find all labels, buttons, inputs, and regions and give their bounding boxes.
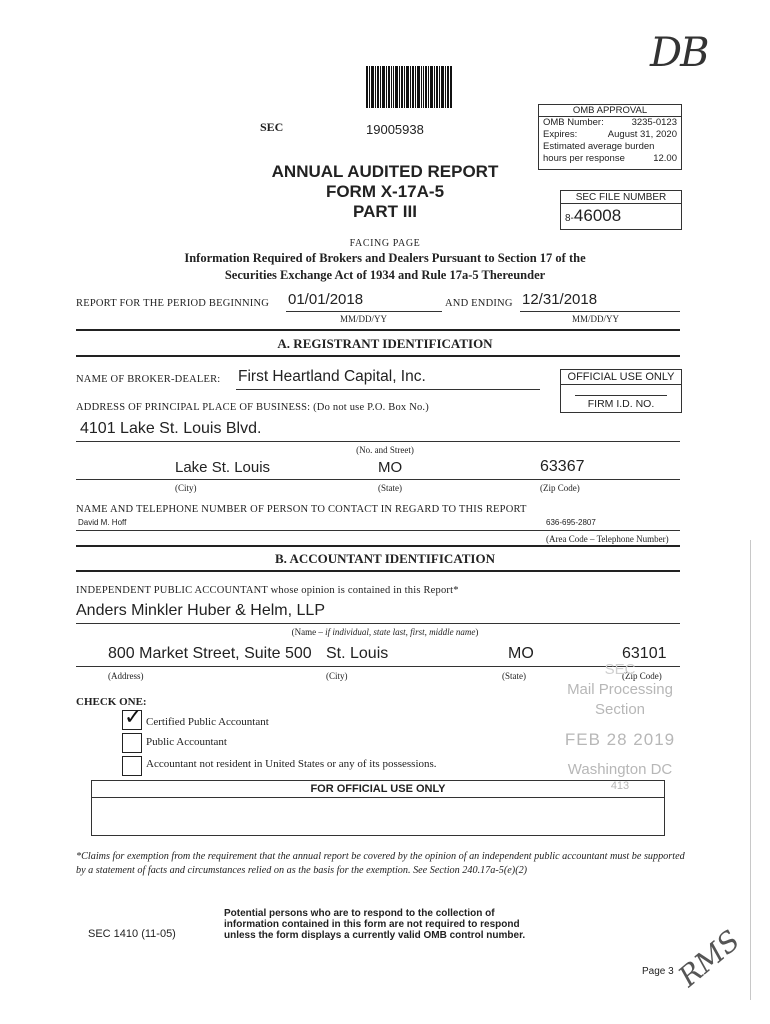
received-stamp <box>540 660 700 792</box>
stamp-code: 413 <box>610 780 630 792</box>
facing-page-line2: Securities Exchange Act of 1934 and Rule 17a-5 Thereunder <box>224 268 546 282</box>
name-caption-hint: if individual, state last, first, middle name <box>325 627 476 637</box>
check-one-label: CHECK ONE: <box>76 696 147 708</box>
broker-name-value[interactable]: First Heartland Capital, Inc. <box>238 368 426 385</box>
period-begin-value[interactable]: 01/01/2018 <box>288 291 364 308</box>
facing-page-description <box>100 250 670 284</box>
form-code: SEC 1410 (11-05) <box>88 928 176 940</box>
stamp-city: Washington DC <box>567 761 673 778</box>
omb-burden-value: 12.00 <box>653 153 677 164</box>
certified-public-accountant-checkbox[interactable] <box>122 705 143 730</box>
contact-name-value[interactable]: David M. Hoff <box>78 518 127 527</box>
facing-page-label: FACING PAGE <box>349 238 421 249</box>
accountant-name-underline <box>76 623 680 624</box>
accountant-name-caption <box>0 627 770 637</box>
report-title-line2: FORM X-17A-5 <box>325 182 445 201</box>
barcode-image <box>366 66 452 108</box>
period-end-value[interactable]: 12/31/2018 <box>522 291 598 308</box>
stamp-date: FEB 28 2019 <box>564 730 676 749</box>
omb-number-row <box>539 117 681 129</box>
contact-phone-value[interactable]: 636-695-2807 <box>546 518 596 527</box>
facing-page-line1: Information Required of Brokers and Dealers Pursuant to Section 17 of the <box>184 251 586 265</box>
official-use-box <box>560 369 682 413</box>
registrant-state-caption: (State) <box>378 483 402 493</box>
accountant-state-value[interactable]: MO <box>508 645 534 662</box>
stamp-sec: SEC <box>604 661 636 678</box>
broker-name-underline <box>236 389 540 390</box>
registrant-city-line-underline <box>76 479 680 480</box>
public-accountant-checkbox[interactable] <box>122 733 142 753</box>
omb-approval-box <box>538 104 682 170</box>
registrant-city-value[interactable]: Lake St. Louis <box>175 459 271 476</box>
omb-number-label: OMB Number: <box>543 117 604 128</box>
accountant-zip-value[interactable]: 63101 <box>622 645 667 662</box>
report-title <box>200 162 570 222</box>
sec-file-number-row <box>561 204 681 231</box>
corner-handwritten-mark: DB <box>650 30 708 76</box>
accountant-address-caption: (Address) <box>108 671 144 681</box>
period-end-format: MM/DD/YY <box>572 314 620 324</box>
certified-public-accountant-label: Certified Public Accountant <box>146 716 269 728</box>
street-caption: (No. and Street) <box>356 445 414 455</box>
broker-name-label: NAME OF BROKER-DEALER: <box>76 374 221 385</box>
street-value[interactable]: 4101 Lake St. Louis Blvd. <box>80 420 262 437</box>
checkmark-icon: ✓ <box>124 705 143 730</box>
barcode-number: 19005938 <box>366 122 424 137</box>
accountant-state-caption: (State) <box>502 671 526 681</box>
omb-notice-line1: Potential persons who are to respond to the collection of <box>224 908 495 919</box>
stamp-mail-processing: Mail Processing <box>567 681 673 698</box>
official-use-label: OFFICIAL USE ONLY <box>561 370 681 385</box>
phone-caption: (Area Code – Telephone Number) <box>546 534 669 544</box>
registrant-state-value[interactable]: MO <box>378 459 403 476</box>
accountant-label: INDEPENDENT PUBLIC ACCOUNTANT whose opinion is contained in this Report* <box>76 585 459 596</box>
footnote: *Claims for exemption from the requirement that the annual report be covered by the opinion of an independent public accountant must be supported by a statement of facts and circumstances relied on as the basis for the exemption. See Section 240.17a-5(e)(2) <box>76 851 685 876</box>
period-begin-underline <box>286 311 442 312</box>
sec-file-number-value: 46008 <box>573 206 622 225</box>
omb-notice <box>224 908 525 941</box>
sec-label: SEC <box>260 120 284 134</box>
contact-underline <box>76 530 680 531</box>
period-begin-label: REPORT FOR THE PERIOD BEGINNING <box>76 298 270 309</box>
accountant-address-value[interactable]: 800 Market Street, Suite 500 <box>108 645 312 662</box>
firm-id-label: FIRM I.D. NO. <box>587 398 655 410</box>
omb-approval-title: OMB APPROVAL <box>539 105 681 117</box>
omb-expires-label: Expires: <box>543 129 578 140</box>
name-caption-open: (Name – <box>291 627 326 637</box>
stamp-section: Section <box>594 701 646 718</box>
omb-notice-line3: unless the form displays a currently valid OMB control number. <box>224 930 526 941</box>
period-begin-format: MM/DD/YY <box>340 314 388 324</box>
omb-expires-value: August 31, 2020 <box>607 129 677 140</box>
omb-number-value: 3235-0123 <box>631 117 677 128</box>
period-end-label: AND ENDING <box>445 298 513 309</box>
address-label: ADDRESS OF PRINCIPAL PLACE OF BUSINESS: (Do not use P.O. Box No.) <box>76 402 429 413</box>
non-resident-accountant-label: Accountant not resident in United States or any of its possessions. <box>146 758 437 770</box>
contact-label: NAME AND TELEPHONE NUMBER OF PERSON TO CONTACT IN REGARD TO THIS REPORT <box>76 504 527 515</box>
accountant-zip-caption: (Zip Code) <box>622 671 662 681</box>
section-b-title: B. ACCOUNTANT IDENTIFICATION <box>275 551 495 566</box>
registrant-zip-value[interactable]: 63367 <box>540 458 585 475</box>
omb-notice-line2: information contained in this form are not required to respond <box>224 919 520 930</box>
period-end-underline <box>520 311 680 312</box>
page-number: Page 3 <box>642 966 674 977</box>
registrant-zip-caption: (Zip Code) <box>540 483 580 493</box>
omb-burden-line2: hours per response <box>543 153 625 164</box>
report-title-line3: PART III <box>353 202 417 221</box>
omb-burden-line1: Estimated average burden <box>543 141 655 152</box>
street-underline <box>76 441 680 442</box>
section-a-bottom-rule <box>76 355 680 357</box>
name-caption-close: ) <box>475 627 479 637</box>
for-official-use-title: FOR OFFICIAL USE ONLY <box>92 781 664 798</box>
non-resident-accountant-checkbox[interactable] <box>122 756 142 776</box>
section-a-top-rule <box>76 329 680 331</box>
accountant-city-value[interactable]: St. Louis <box>326 645 389 662</box>
sec-file-number-label: SEC FILE NUMBER <box>561 191 681 204</box>
report-title-line1: ANNUAL AUDITED REPORT <box>271 162 499 181</box>
section-b-top-rule <box>76 545 680 547</box>
sec-file-number-prefix: 8- <box>565 213 574 224</box>
section-b-bottom-rule <box>76 570 680 572</box>
sec-file-number-box <box>560 190 682 230</box>
handwritten-initials: RMS <box>672 923 747 994</box>
scan-edge-line <box>750 540 751 1000</box>
omb-expires-row <box>539 129 681 141</box>
registrant-city-caption: (City) <box>175 483 197 493</box>
for-official-use-box <box>91 780 665 836</box>
public-accountant-label: Public Accountant <box>146 736 227 748</box>
accountant-name-value[interactable]: Anders Minkler Huber & Helm, LLP <box>76 602 325 619</box>
accountant-city-caption: (City) <box>326 671 348 681</box>
firm-id-line <box>575 395 667 396</box>
section-a-title: A. REGISTRANT IDENTIFICATION <box>277 336 493 351</box>
